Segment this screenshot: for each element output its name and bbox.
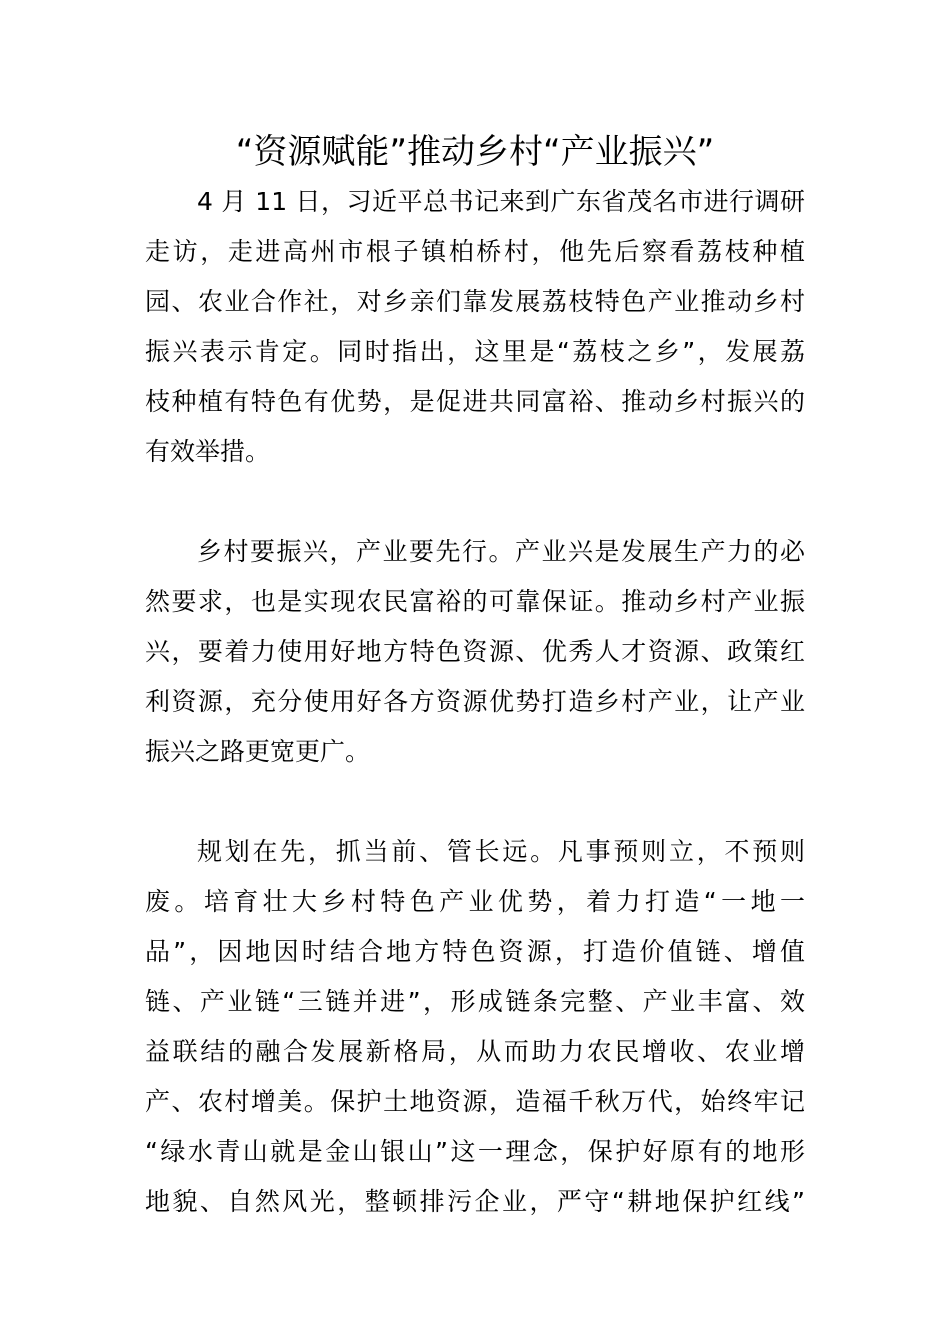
paragraph-line: 振兴表示肯定。同时指出，这里是“荔枝之乡”，发展荔: [145, 337, 805, 366]
paragraph-line: “绿水青山就是金山银山”这一理念，保护好原有的地形: [145, 1137, 805, 1166]
paragraph-line: 振兴之路更宽更广。: [145, 737, 371, 766]
paragraph-line: 乡村要振兴，产业要先行。产业兴是发展生产力的必: [197, 537, 805, 566]
paragraph-line: 产、农村增美。保护土地资源，造福千秋万代，始终牢记: [145, 1087, 805, 1116]
paragraph-1: [145, 177, 805, 477]
paragraph-line: 利资源，充分使用好各方资源优势打造乡村产业，让产业: [145, 687, 805, 716]
paragraph-line: 兴，要着力使用好地方特色资源、优秀人才资源、政策红: [145, 637, 805, 666]
document-title: “资源赋能”推动乡村“产业振兴”: [235, 132, 715, 172]
paragraph-line: 地貌、自然风光，整顿排污企业，严守“耕地保护红线”: [145, 1187, 805, 1216]
paragraph-line: 枝种植有特色有优势，是促进共同富裕、推动乡村振兴的: [145, 387, 805, 416]
paragraph-line: 有效举措。: [145, 437, 271, 466]
paragraph-line: 规划在先，抓当前、管长远。凡事预则立，不预则: [197, 837, 805, 866]
paragraph-line: 园、农业合作社，对乡亲们靠发展荔枝特色产业推动乡村: [145, 287, 805, 316]
paragraph-line: 益联结的融合发展新格局，从而助力农民增收、农业增: [145, 1037, 805, 1066]
paragraph-line: 走访，走进高州市根子镇柏桥村，他先后察看荔枝种植: [145, 237, 805, 266]
paragraph-line: 然要求，也是实现农民富裕的可靠保证。推动乡村产业振: [145, 587, 805, 616]
paragraph-line: 4 月 11 日，习近平总书记来到广东省茂名市进行调研: [197, 187, 805, 216]
paragraph-3: [145, 827, 805, 1227]
paragraph-line: 废。培育壮大乡村特色产业优势，着力打造“一地一: [145, 887, 805, 916]
paragraph-line: 链、产业链“三链并进”，形成链条完整、产业丰富、效: [145, 987, 805, 1016]
paragraph-2: [145, 527, 805, 777]
paragraph-line: 品”，因地因时结合地方特色资源，打造价值链、增值: [145, 937, 805, 966]
